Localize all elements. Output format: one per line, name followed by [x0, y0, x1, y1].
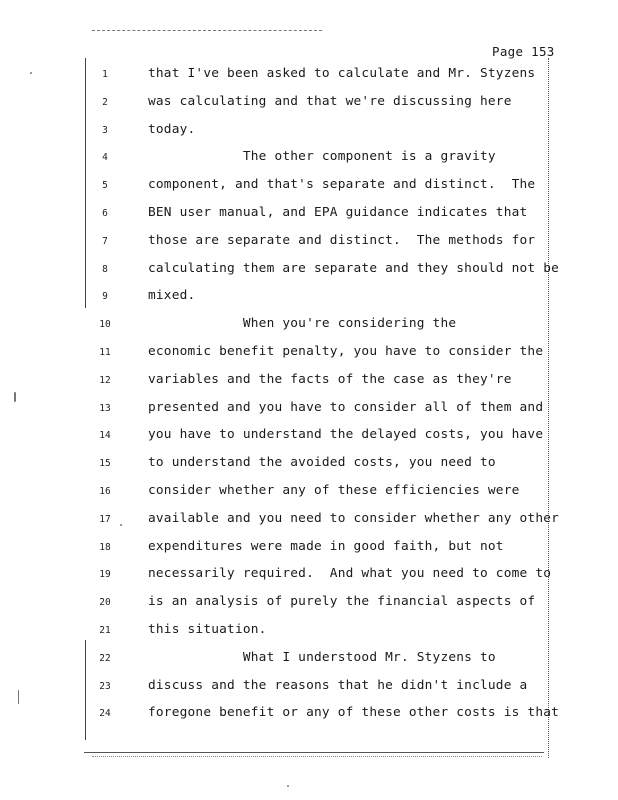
line-text: you have to understand the delayed costs, you have [148, 427, 544, 443]
line-number: 23 [99, 680, 111, 692]
transcript-line [0, 205, 618, 225]
line-text: variables and the facts of the case as they're [148, 371, 512, 387]
footer-rule [84, 752, 544, 753]
page-number: Page 153 [492, 44, 555, 59]
line-text: The other component is a gravity [148, 149, 496, 165]
transcript-line [0, 288, 618, 308]
line-number: 3 [102, 124, 108, 136]
transcript-line [0, 539, 618, 559]
transcript-line [0, 455, 618, 475]
header-rule [92, 30, 322, 31]
line-text: component, and that's separate and distinct. The [148, 177, 536, 193]
line-text: mixed. [148, 288, 196, 304]
line-text: available and you need to consider whether any other [148, 510, 560, 526]
transcript-line [0, 483, 618, 503]
scan-speck [18, 690, 19, 704]
transcript-line [0, 372, 618, 392]
line-number: 12 [99, 374, 111, 386]
line-text: What I understood Mr. Styzens to [148, 649, 496, 665]
transcript-line [0, 344, 618, 364]
line-number: 5 [102, 180, 108, 192]
line-number: 19 [99, 569, 111, 581]
line-text: presented and you have to consider all of them and [148, 399, 544, 415]
line-number: 18 [99, 541, 111, 553]
line-number: 14 [99, 430, 111, 442]
transcript-line [0, 705, 618, 725]
transcript-line [0, 233, 618, 253]
line-number: 22 [99, 652, 111, 664]
transcript-line [0, 94, 618, 114]
transcript-line [0, 149, 618, 169]
line-number: 15 [99, 458, 111, 470]
line-text: expenditures were made in good faith, but not [148, 538, 504, 554]
transcript-line [0, 400, 618, 420]
line-text: this situation. [148, 622, 267, 637]
scan-speck [30, 72, 32, 74]
scan-speck [120, 524, 122, 526]
line-number: 1 [102, 69, 108, 80]
line-text: necessarily required. And what you need to come to [148, 566, 552, 582]
transcript-line [0, 650, 618, 670]
transcript-line [0, 177, 618, 197]
footer-strip [92, 756, 542, 763]
line-number: 8 [102, 263, 108, 275]
line-number: 16 [99, 486, 111, 497]
transcript-line [0, 427, 618, 447]
line-number: 7 [102, 235, 108, 247]
scan-speck [287, 785, 289, 787]
line-text: foregone benefit or any of these other costs is that [148, 705, 560, 721]
line-number: 2 [102, 96, 108, 108]
transcript-line [0, 316, 618, 336]
line-text: economic benefit penalty, you have to consider the [148, 344, 544, 359]
line-text: consider whether any of these efficiencies were [148, 483, 520, 498]
transcript-line [0, 622, 618, 642]
line-number: 13 [99, 402, 111, 414]
transcript-line [0, 511, 618, 531]
line-text: BEN user manual, and EPA guidance indicates that [148, 205, 528, 220]
line-text: discuss and the reasons that he didn't include a [148, 677, 528, 693]
line-number: 4 [102, 152, 108, 164]
line-number: 17 [99, 513, 111, 525]
transcript-line [0, 66, 618, 86]
scan-speck [14, 392, 16, 402]
line-text: to understand the avoided costs, you need to [148, 455, 496, 471]
line-text: When you're considering the [148, 316, 457, 332]
line-number: 10 [99, 319, 111, 331]
transcript-line [0, 594, 618, 614]
transcript-line [0, 261, 618, 281]
line-number: 24 [99, 708, 111, 720]
transcript-line [0, 122, 618, 142]
line-number: 21 [99, 625, 111, 636]
line-text: those are separate and distinct. The methods for [148, 232, 536, 248]
line-number: 20 [99, 597, 111, 609]
line-text: calculating them are separate and they should not be [148, 260, 560, 276]
transcript-line [0, 566, 618, 586]
line-number: 6 [102, 208, 108, 219]
line-text: is an analysis of purely the financial aspects of [148, 594, 536, 610]
line-number: 11 [99, 347, 111, 358]
transcript-line [0, 678, 618, 698]
line-number: 9 [102, 291, 108, 303]
line-text: today. [148, 121, 196, 137]
line-text: was calculating and that we're discussing here [148, 93, 512, 109]
line-text: that I've been asked to calculate and Mr. Styzens [148, 66, 536, 81]
